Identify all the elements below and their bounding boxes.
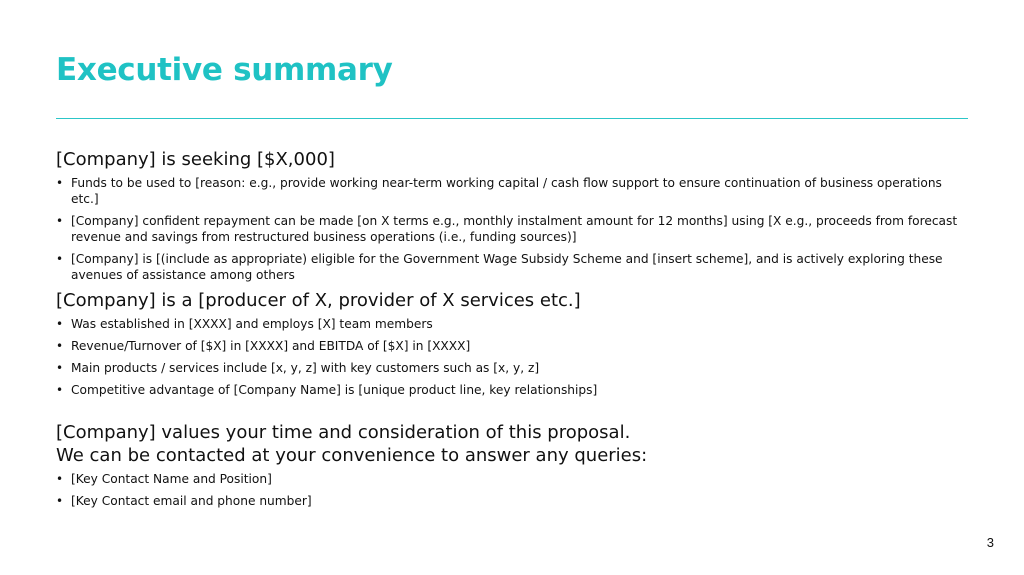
list-item-text: Competitive advantage of [Company Name] is [unique product line, key relationships] xyxy=(71,383,598,397)
title-divider xyxy=(56,118,968,119)
page-number: 3 xyxy=(986,535,994,550)
bullet-icon: • xyxy=(56,361,64,375)
section-contact xyxy=(56,421,968,515)
list-item xyxy=(56,251,968,283)
section-heading: We can be contacted at your convenience to answer any queries: xyxy=(56,445,648,466)
list-item-text: Revenue/Turnover of [$X] in [XXXX] and EBITDA of [$X] in [XXXX] xyxy=(71,339,471,353)
list-item xyxy=(56,316,968,332)
list-item xyxy=(56,382,968,398)
list-item-text: [Key Contact Name and Position] xyxy=(71,472,272,486)
bullet-list xyxy=(56,175,968,283)
list-item-text: [Company] confident repayment can be made [on X terms e.g., monthly instalment amount for 12 months] using [X e.g., proceeds from forecast revenue and savings from restructured business operations (i.e., funding sources)] xyxy=(71,214,958,244)
slide-content xyxy=(56,148,968,508)
bullet-list xyxy=(56,471,968,509)
bullet-icon: • xyxy=(56,383,64,397)
section-funding xyxy=(56,148,968,283)
slide-title: Executive summary xyxy=(56,52,393,88)
list-item xyxy=(56,360,968,376)
section-heading: [Company] is seeking [$X,000] xyxy=(56,149,335,170)
list-item-text: Funds to be used to [reason: e.g., provide working near-term working capital / cash flow support to ensure continuation of business operations etc.] xyxy=(71,176,942,206)
bullet-icon: • xyxy=(56,472,64,486)
list-item xyxy=(56,493,968,509)
list-item-text: Main products / services include [x, y, z] with key customers such as [x, y, z] xyxy=(71,361,540,375)
section-heading: [Company] values your time and consideration of this proposal. xyxy=(56,422,631,443)
list-item-text: [Key Contact email and phone number] xyxy=(71,494,312,508)
section-heading: [Company] is a [producer of X, provider of X services etc.] xyxy=(56,290,581,311)
list-item xyxy=(56,338,968,354)
bullet-list xyxy=(56,316,968,398)
section-company-profile xyxy=(56,289,968,404)
bullet-icon: • xyxy=(56,317,64,331)
bullet-icon: • xyxy=(56,252,64,266)
bullet-icon: • xyxy=(56,214,64,228)
list-item-text: Was established in [XXXX] and employs [X] team members xyxy=(71,317,433,331)
bullet-icon: • xyxy=(56,494,64,508)
bullet-icon: • xyxy=(56,176,64,190)
list-item xyxy=(56,471,968,487)
list-item xyxy=(56,175,968,207)
list-item-text: [Company] is [(include as appropriate) eligible for the Government Wage Subsidy Scheme and [insert scheme], and is actively exploring these avenues of assistance among others xyxy=(71,252,943,282)
bullet-icon: • xyxy=(56,339,64,353)
list-item xyxy=(56,213,968,245)
